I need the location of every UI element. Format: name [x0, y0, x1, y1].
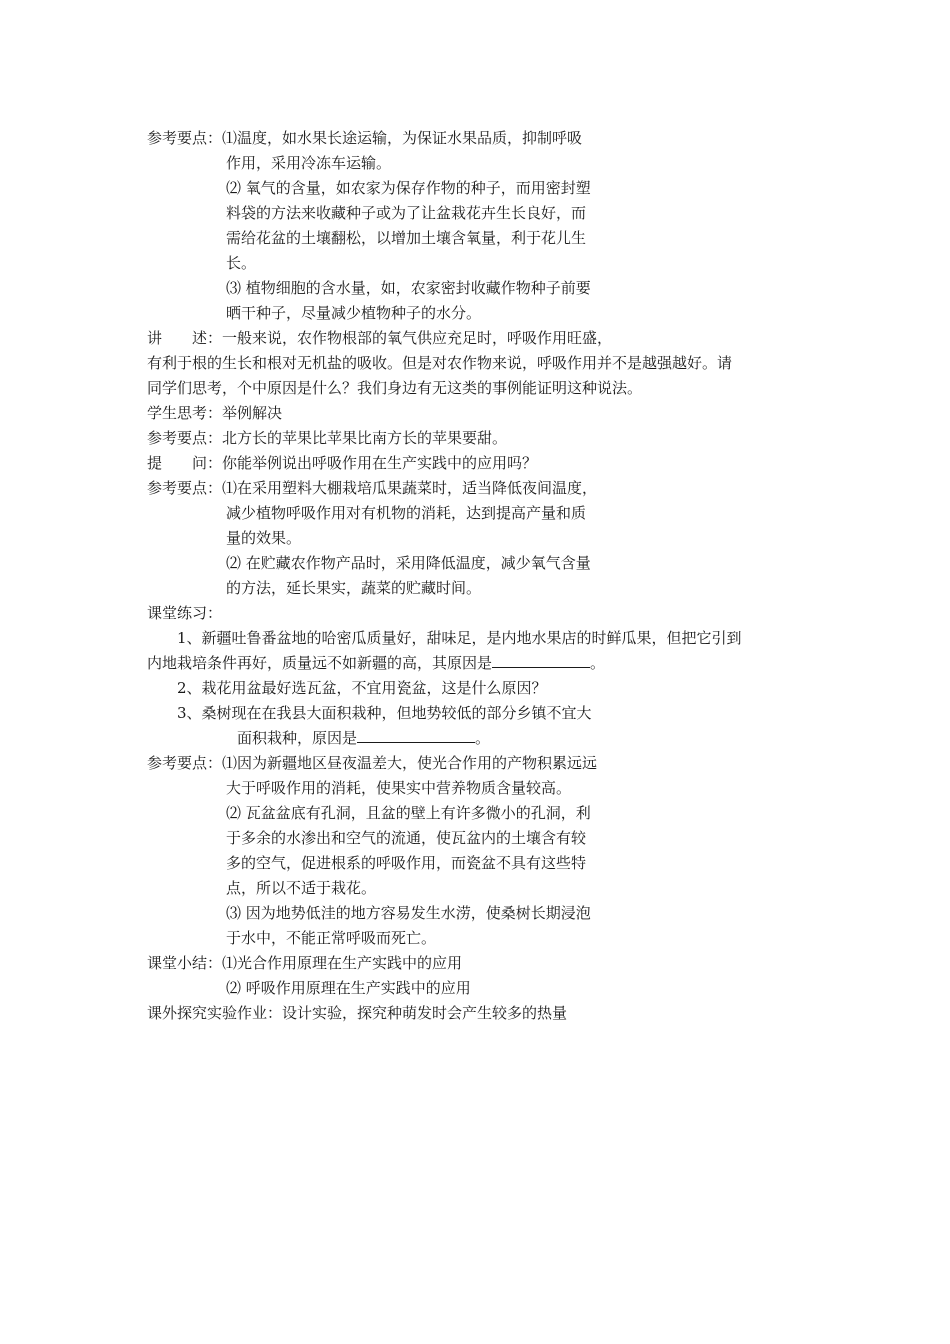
text-line: ⑵ 在贮藏农作物产品时，采用降低温度，减少氧气含量	[226, 554, 591, 572]
text-line: 减少植物呼吸作用对有机物的消耗，达到提高产量和质	[226, 504, 587, 522]
text-line: 的方法，延长果实，蔬菜的贮藏时间。	[226, 579, 482, 597]
question-end: 。	[590, 654, 606, 672]
text-line: 参考要点：⑴温度，如水果长途运输，为保证水果品质，抑制呼吸	[147, 129, 583, 147]
question-text: 面积栽种，原因是	[237, 729, 358, 747]
text-line: 课外探究实验作业：设计实验，探究种萌发时会产生较多的热量	[147, 1004, 568, 1022]
text-line: 3、桑树现在在我县大面积栽种，但地势较低的部分乡镇不宜大	[177, 704, 592, 722]
text-line: 讲 述：一般来说，农作物根部的氧气供应充足时，呼吸作用旺盛，	[147, 329, 613, 347]
text-line: 量的效果。	[226, 529, 302, 547]
text-line: 2、栽花用盆最好选瓦盆，不宜用瓷盆，这是什么原因？	[177, 679, 547, 697]
text-line: ⑶ 植物细胞的含水量，如，农家密封收藏作物种子前要	[226, 279, 591, 297]
text-line	[237, 728, 490, 748]
text-line: 点，所以不适于栽花。	[226, 879, 377, 897]
text-line: 参考要点：⑴在采用塑料大棚栽培瓜果蔬菜时，适当降低夜间温度，	[147, 479, 598, 497]
text-line: 大于呼吸作用的消耗，使果实中营养物质含量较高。	[226, 779, 572, 797]
text-line: 多的空气，促进根系的呼吸作用，而瓷盆不具有这些特	[226, 854, 587, 872]
text-line: 于水中，不能正常呼吸而死亡。	[226, 929, 437, 947]
text-line: 作用，采用冷冻车运输。	[226, 154, 392, 172]
text-line: 长。	[226, 254, 257, 272]
text-line: 参考要点：⑴因为新疆地区昼夜温差大，使光合作用的产物积累远远	[147, 754, 598, 772]
text-line: 同学们思考，个中原因是什么？我们身边有无这类的事例能证明这种说法。	[147, 379, 643, 397]
text-line	[147, 653, 605, 673]
text-line: 参考要点：北方长的苹果比苹果比南方长的苹果要甜。	[147, 429, 508, 447]
text-line: 提 问：你能举例说出呼吸作用在生产实践中的应用吗？	[147, 454, 538, 472]
answer-blank	[357, 728, 475, 743]
text-line: ⑶ 因为地势低洼的地方容易发生水涝，使桑树长期浸泡	[226, 904, 591, 922]
text-line: 有利于根的生长和根对无机盐的吸收。但是对农作物来说，呼吸作用并不是越强越好。请	[147, 354, 733, 372]
text-line: 学生思考：举例解决	[147, 404, 283, 422]
text-line: 于多余的水渗出和空气的流通，使瓦盆内的土壤含有较	[226, 829, 587, 847]
question-end: 。	[475, 729, 491, 747]
text-line: 晒干种子，尽量减少植物种子的水分。	[226, 304, 482, 322]
text-line: ⑵ 呼吸作用原理在生产实践中的应用	[226, 979, 471, 997]
answer-blank	[492, 653, 590, 668]
text-line: ⑵ 瓦盆盆底有孔洞，且盆的壁上有许多微小的孔洞，利	[226, 804, 591, 822]
text-line: 课堂小结：⑴光合作用原理在生产实践中的应用	[147, 954, 463, 972]
text-line: 料袋的方法来收藏种子或为了让盆栽花卉生长良好，而	[226, 204, 587, 222]
text-line: 1、新疆吐鲁番盆地的哈密瓜质量好，甜味足，是内地水果店的时鲜瓜果，但把它引到	[177, 629, 742, 647]
text-line: ⑵ 氧气的含量，如农家为保存作物的种子，而用密封塑	[226, 179, 591, 197]
text-line: 需给花盆的土壤翻松，以增加土壤含氧量，利于花儿生	[226, 229, 587, 247]
text-line: 课堂练习：	[147, 604, 223, 622]
question-text: 内地栽培条件再好，质量远不如新疆的高，其原因是	[147, 654, 493, 672]
